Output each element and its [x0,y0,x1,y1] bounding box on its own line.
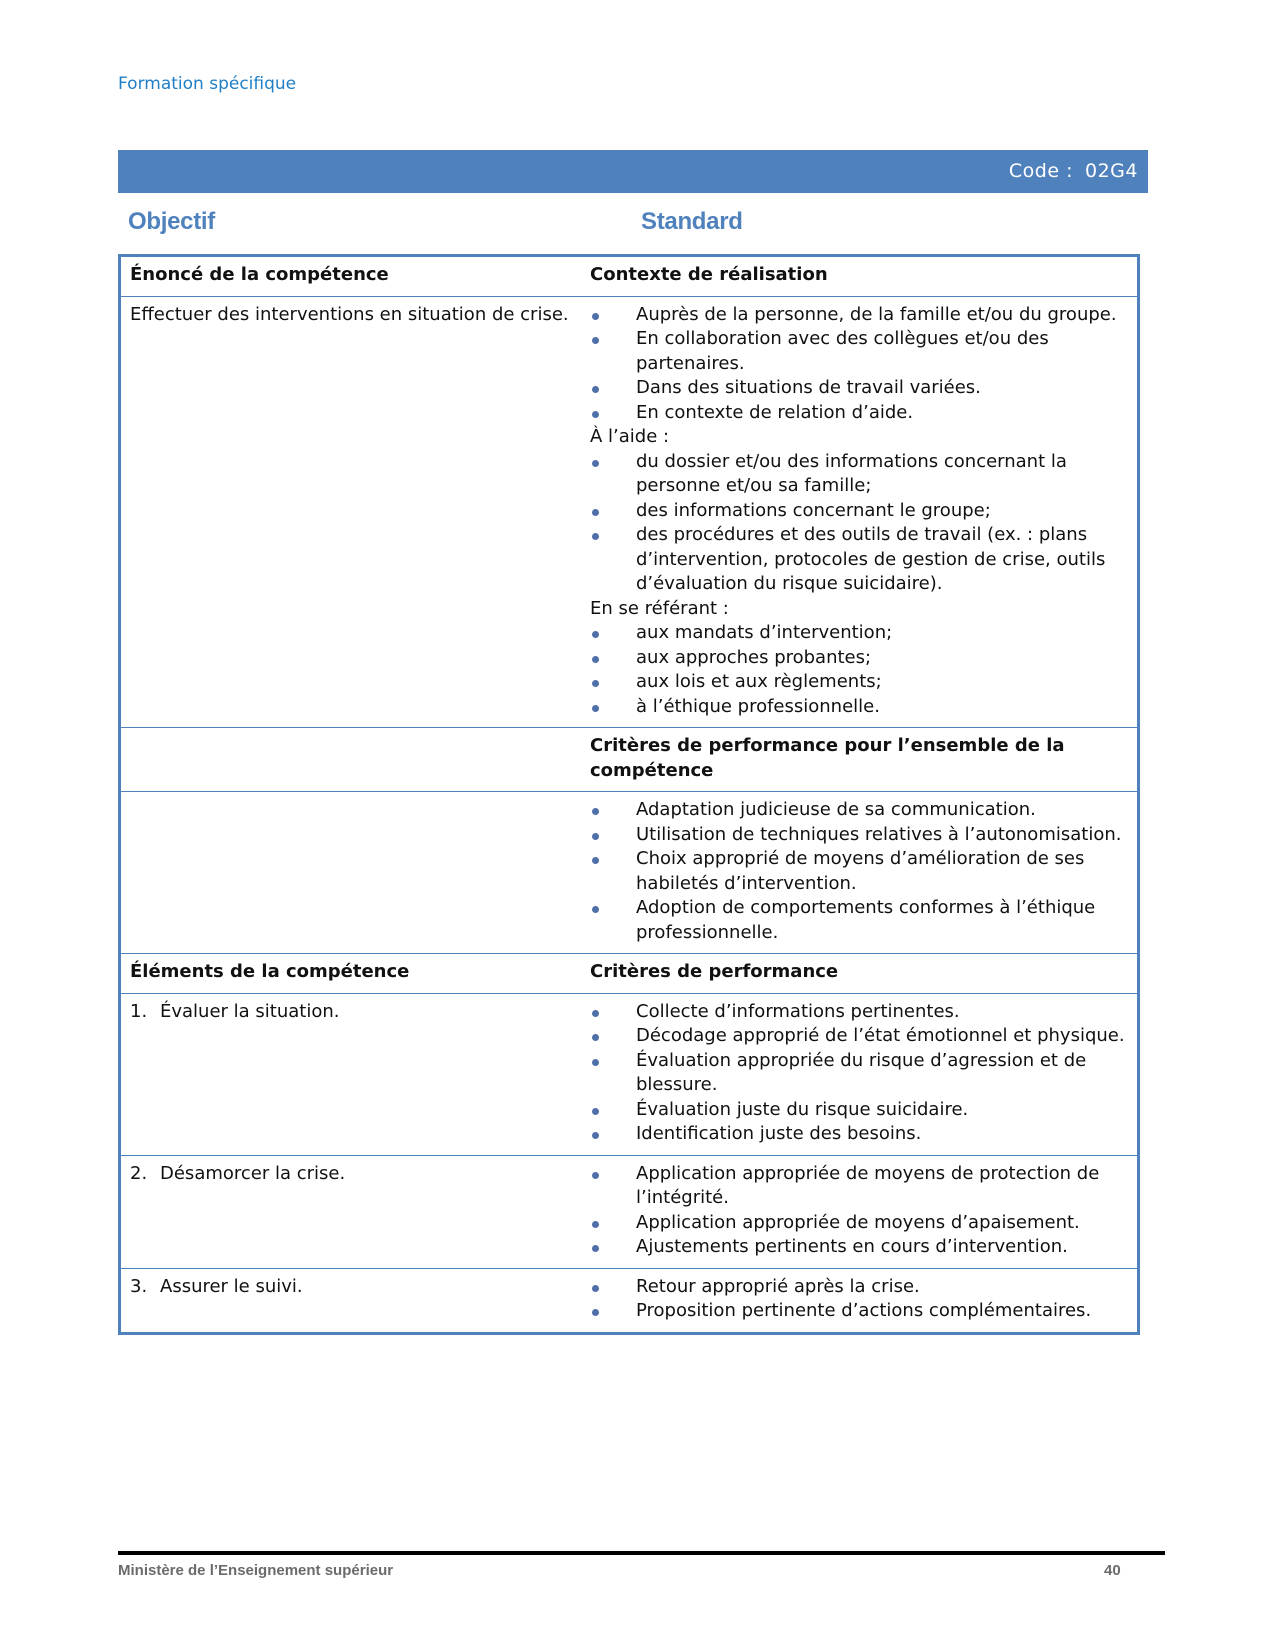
bullet-icon [592,1245,599,1252]
list-item: Décodage approprié de l’état émotionnel et physique. [590,1024,1127,1049]
bullet-icon [592,656,599,663]
table-row [120,993,1139,1155]
bullet-icon [592,386,599,393]
running-header: Formation spécifique [118,74,297,94]
list-item: Retour approprié après la crise. [590,1275,1127,1300]
elements-header: Éléments de la compétence [120,954,584,994]
list-item: aux mandats d’intervention; [590,621,1127,646]
bullet-icon [592,1132,599,1139]
bullet-icon [592,1034,599,1041]
code-value: 02G4 [1085,160,1138,182]
element-1-criteres [583,993,1139,1155]
bullet-icon [592,631,599,638]
bullet-icon [592,1221,599,1228]
list-item: des procédures et des outils de travail (ex. : plans d’intervention, protocoles de gestion de crise, outils d’évaluation du risque suicidaire). [590,523,1127,597]
bullet-icon [592,705,599,712]
list-item: aux approches probantes; [590,646,1127,671]
list-item: Proposition pertinente d’actions complémentaires. [590,1299,1127,1324]
empty-cell [120,792,584,954]
contexte-list-1 [590,303,1127,426]
bullet-icon [592,808,599,815]
aide-label: À l’aide : [590,426,670,447]
contexte-cell [583,296,1139,728]
bullet-icon [592,1010,599,1017]
bullet-icon [592,1108,599,1115]
bullet-icon [592,533,599,540]
list-item: à l’éthique professionnelle. [590,695,1127,720]
list-item: Application appropriée de moyens d’apaisement. [590,1211,1127,1236]
bullet-icon [592,313,599,320]
list-item: Évaluation appropriée du risque d’agression et de blessure. [590,1049,1127,1098]
element-3-criteres [583,1268,1139,1333]
element-2-criteres [583,1155,1139,1268]
table-row [120,296,1139,728]
section-title-objectif: Objectif [128,208,215,235]
list-item: Dans des situations de travail variées. [590,376,1127,401]
element-1: 1. Évaluer la situation. [120,993,584,1155]
bullet-icon [592,509,599,516]
bullet-icon [592,337,599,344]
code-banner [118,150,1148,193]
list-item: du dossier et/ou des informations concernant la personne et/ou sa famille; [590,450,1127,499]
table-header-row [120,256,1139,297]
table-header-row [120,728,1139,792]
contexte-header: Contexte de réalisation [583,256,1139,297]
criteres-header: Critères de performance [583,954,1139,994]
element-3: 3. Assurer le suivi. [120,1268,584,1333]
referant-label: En se référant : [590,597,729,619]
enonce-header: Énoncé de la compétence [120,256,584,297]
page-number: 40 [1104,1562,1121,1579]
footer-divider [118,1551,1165,1555]
list-item: Collecte d’informations pertinentes. [590,1000,1127,1025]
element-2: 2. Désamorcer la crise. [120,1155,584,1268]
list-item: Application appropriée de moyens de protection de l’intégrité. [590,1162,1127,1211]
bullet-icon [592,1309,599,1316]
list-item: Utilisation de techniques relatives à l’autonomisation. [590,823,1127,848]
section-title-standard: Standard [641,208,743,235]
list-item: Choix approprié de moyens d’amélioration de ses habiletés d’intervention. [590,847,1127,896]
criteres-list [590,1000,1127,1147]
table-row [120,1268,1139,1333]
bullet-icon [592,460,599,467]
contexte-list-2 [590,450,1127,597]
criteres-ensemble-cell [583,792,1139,954]
criteres-list [590,1162,1127,1260]
enonce-text: Effectuer des interventions en situation de crise. [120,296,584,728]
bullet-icon [592,411,599,418]
contexte-list-3 [590,621,1127,719]
list-item: En collaboration avec des collègues et/ou des partenaires. [590,327,1127,376]
table-row [120,792,1139,954]
list-item: aux lois et aux règlements; [590,670,1127,695]
bullet-icon [592,1172,599,1179]
list-item: Auprès de la personne, de la famille et/ou du groupe. [590,303,1127,328]
empty-cell [120,728,584,792]
table-row [120,1155,1139,1268]
criteres-ensemble-header: Critères de performance pour l’ensemble de la compétence [583,728,1139,792]
list-item: Évaluation juste du risque suicidaire. [590,1098,1127,1123]
list-item: Adaptation judicieuse de sa communication. [590,798,1127,823]
course-code [1009,160,1138,182]
code-label: Code : [1008,160,1073,182]
list-item: des informations concernant le groupe; [590,499,1127,524]
bullet-icon [592,906,599,913]
list-item: Identification juste des besoins. [590,1122,1127,1147]
table-header-row [120,954,1139,994]
list-item: En contexte de relation d’aide. [590,401,1127,426]
bullet-icon [592,1059,599,1066]
criteres-ensemble-list [590,798,1127,945]
competence-table [118,254,1140,1335]
bullet-icon [592,680,599,687]
list-item: Ajustements pertinents en cours d’intervention. [590,1235,1127,1260]
bullet-icon [592,857,599,864]
footer-ministry: Ministère de l’Enseignement supérieur [118,1562,394,1579]
list-item: Adoption de comportements conformes à l’éthique professionnelle. [590,896,1127,945]
bullet-icon [592,833,599,840]
criteres-list [590,1275,1127,1324]
bullet-icon [592,1285,599,1292]
